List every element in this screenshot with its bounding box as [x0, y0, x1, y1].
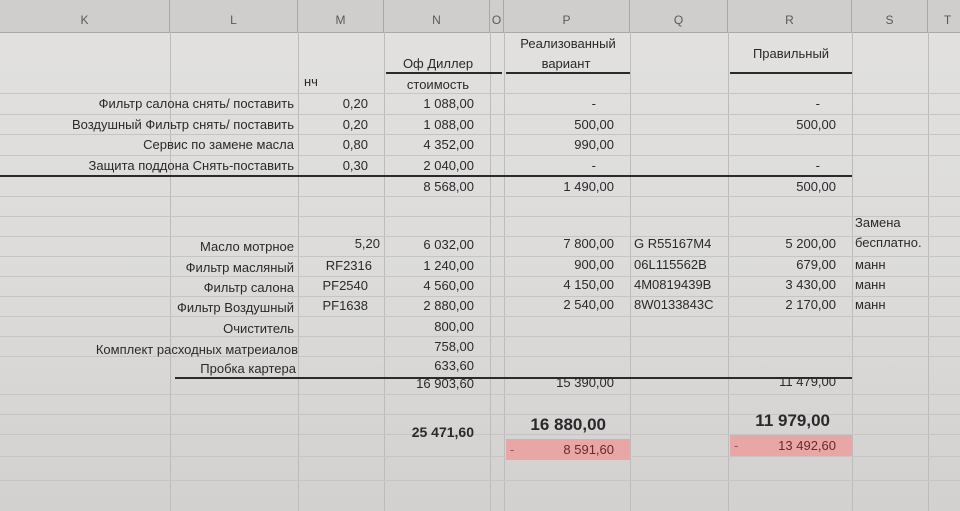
service-name[interactable]: Сервис по замене масла	[143, 137, 294, 152]
part-realized-price[interactable]: 4 150,00	[563, 277, 614, 292]
service-correct-price[interactable]: -	[815, 96, 820, 111]
part-name[interactable]: Пробка картера	[200, 361, 296, 376]
service-hours[interactable]: 0,80	[342, 137, 368, 152]
column-header-s[interactable]: S	[852, 0, 928, 32]
column-header-q[interactable]: Q	[630, 0, 728, 32]
header-correct: Правильный	[752, 46, 830, 61]
gridline-vertical	[630, 32, 631, 511]
header-underline-dealer	[386, 72, 502, 74]
part-name[interactable]: Комплект расходных матреиалов	[95, 342, 298, 357]
part-correct-price[interactable]: 3 430,00	[785, 277, 836, 292]
service-correct-price[interactable]: -	[815, 158, 820, 173]
grand-total-dealer[interactable]: 25 471,60	[411, 424, 474, 440]
difference-realized[interactable]: 8 591,60	[563, 442, 614, 457]
services-total-correct[interactable]: 500,00	[796, 179, 836, 194]
service-realized-price[interactable]: 500,00	[574, 117, 614, 132]
parts-total-dealer[interactable]: 16 903,60	[416, 376, 474, 391]
gridline-vertical	[728, 32, 729, 511]
column-header-k[interactable]: K	[0, 0, 170, 32]
part-correct-price[interactable]: 5 200,00	[785, 236, 836, 251]
header-dealer-line1: Оф Диллер	[402, 56, 474, 71]
header-underline-realized	[506, 72, 630, 74]
column-header-p[interactable]: P	[504, 0, 630, 32]
gridline-horizontal	[0, 480, 960, 481]
part-dealer-price[interactable]: 758,00	[434, 339, 474, 354]
difference-correct[interactable]: 13 492,60	[778, 438, 836, 453]
part-name[interactable]: Фильтр масляный	[185, 260, 294, 275]
header-dealer-line2: стоимость	[406, 77, 470, 92]
part-name[interactable]: Масло мотрное	[200, 239, 294, 254]
header-hours-label: нч	[304, 74, 318, 89]
part-correct-price[interactable]: 679,00	[796, 257, 836, 272]
parts-total-border	[175, 377, 852, 379]
part-dealer-price[interactable]: 800,00	[434, 319, 474, 334]
part-code[interactable]: 06L115562B	[634, 257, 707, 272]
column-header-r[interactable]: R	[728, 0, 852, 32]
gridline-horizontal	[0, 196, 960, 197]
part-dealer-price[interactable]: 6 032,00	[423, 237, 474, 252]
note-free-line1[interactable]: Замена	[855, 215, 901, 230]
header-realized-line2: вариант	[541, 56, 591, 71]
service-name[interactable]: Защита поддона Снять-поставить	[88, 158, 294, 173]
service-realized-price[interactable]: -	[591, 96, 596, 111]
gridline-horizontal	[0, 394, 960, 395]
column-header-l[interactable]: L	[170, 0, 298, 32]
part-name[interactable]: Фильтр салона	[203, 280, 294, 295]
gridline-vertical	[504, 32, 505, 511]
service-realized-price[interactable]: -	[591, 158, 596, 173]
service-name[interactable]: Воздушный Фильтр снять/ поставить	[72, 117, 294, 132]
service-dealer-price[interactable]: 1 088,00	[423, 117, 474, 132]
services-total-realized[interactable]: 1 490,00	[563, 179, 614, 194]
parts-total-correct[interactable]: 11 479,00	[779, 374, 836, 389]
difference-realized-dash: -	[510, 442, 515, 457]
gridline-horizontal	[0, 456, 960, 457]
column-header-bar	[0, 0, 960, 33]
gridline-horizontal	[0, 336, 960, 337]
header-underline-correct	[730, 72, 852, 74]
gridline-vertical	[384, 32, 385, 511]
services-total-dealer[interactable]: 8 568,00	[423, 179, 474, 194]
column-header-n[interactable]: N	[384, 0, 490, 32]
part-code[interactable]: 4M0819439B	[634, 277, 712, 292]
note-free-line2[interactable]: бесплатно.	[855, 235, 922, 250]
parts-total-realized[interactable]: 15 390,00	[556, 375, 614, 390]
service-correct-price[interactable]: 500,00	[796, 117, 836, 132]
gridline-vertical	[298, 32, 299, 511]
part-name[interactable]: Очиститель	[223, 321, 294, 336]
gridline-horizontal	[0, 114, 960, 115]
gridline-horizontal	[0, 93, 960, 94]
grand-total-realized[interactable]: 16 880,00	[530, 415, 606, 434]
part-dealer-price[interactable]: 633,60	[434, 358, 474, 373]
service-realized-price[interactable]: 990,00	[574, 137, 614, 152]
part-dealer-price[interactable]: 2 880,00	[423, 298, 474, 313]
difference-correct-dash: -	[734, 438, 739, 453]
column-header-m[interactable]: M	[298, 0, 384, 32]
part-quantity[interactable]: PF2540	[322, 278, 368, 293]
part-note[interactable]: манн	[855, 257, 886, 272]
part-correct-price[interactable]: 2 170,00	[785, 297, 836, 312]
gridline-horizontal	[0, 216, 960, 217]
part-code[interactable]: 8W0133843C	[634, 297, 714, 312]
part-code[interactable]: G R55167M4	[634, 236, 712, 251]
service-hours[interactable]: 0,20	[342, 117, 368, 132]
gridline-horizontal	[0, 155, 960, 156]
service-dealer-price[interactable]: 4 352,00	[423, 137, 474, 152]
grand-total-correct[interactable]: 11 979,00	[755, 411, 830, 430]
gridline-vertical	[852, 32, 853, 511]
part-realized-price[interactable]: 2 540,00	[563, 297, 614, 312]
gridline-horizontal	[0, 134, 960, 135]
service-dealer-price[interactable]: 2 040,00	[423, 158, 474, 173]
part-name[interactable]: Фильтр Воздушный	[176, 300, 294, 315]
part-note[interactable]: манн	[855, 277, 886, 292]
part-realized-price[interactable]: 900,00	[574, 257, 614, 272]
service-dealer-price[interactable]: 1 088,00	[423, 96, 474, 111]
column-header-o[interactable]: O	[490, 0, 504, 32]
part-quantity[interactable]: 5,20	[354, 236, 380, 251]
gridline-vertical	[490, 32, 491, 511]
gridline-horizontal	[0, 316, 960, 317]
service-name[interactable]: Фильтр салона снять/ поставить	[98, 96, 294, 111]
part-quantity[interactable]: PF1638	[322, 298, 368, 313]
gridline-vertical	[928, 32, 929, 511]
part-quantity[interactable]: RF2316	[325, 258, 372, 273]
part-dealer-price[interactable]: 4 560,00	[423, 278, 474, 293]
header-realized-line1: Реализованный	[520, 36, 616, 51]
column-header-t[interactable]: T	[928, 0, 960, 32]
part-note[interactable]: манн	[855, 297, 886, 312]
service-hours[interactable]: 0,20	[342, 96, 368, 111]
service-hours[interactable]: 0,30	[342, 158, 368, 173]
services-total-border	[0, 175, 852, 177]
part-dealer-price[interactable]: 1 240,00	[423, 258, 474, 273]
part-realized-price[interactable]: 7 800,00	[563, 236, 614, 251]
